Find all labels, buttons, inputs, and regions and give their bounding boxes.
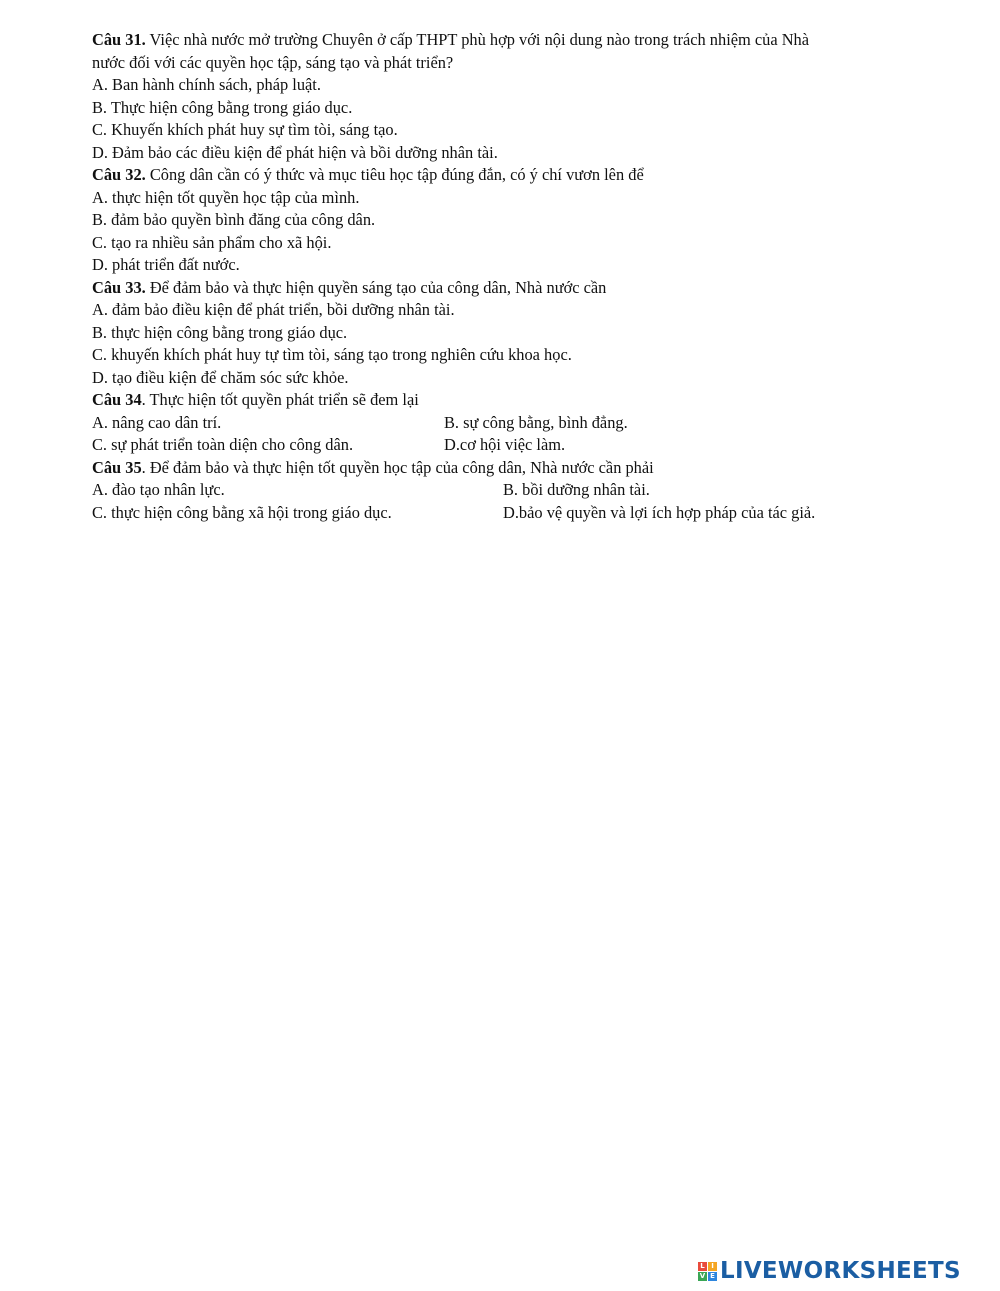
question-stem-line (92, 389, 962, 412)
answer-option-a[interactable]: A. thực hiện tốt quyền học tập của mình. (92, 187, 360, 207)
question-text: Để đảm bảo và thực hiện quyền sáng tạo của công dân, Nhà nước cần (145, 277, 607, 297)
answer-row (92, 412, 962, 435)
answer-option-c[interactable]: C. khuyến khích phát huy tự tìm tòi, sáng tạo trong nghiên cứu khoa học. (92, 345, 572, 364)
answer-option-d[interactable]: D. phát triển đất nước. (92, 255, 240, 274)
answer-option-c[interactable]: C. sự phát triển toàn diện cho công dân. (92, 435, 354, 454)
answer-option-c[interactable]: C. thực hiện công bằng xã hội trong giáo dục. (92, 502, 392, 522)
answer-option-d[interactable]: D.cơ hội việc làm. (444, 435, 566, 454)
answer-option-d[interactable]: D. Đảm bảo các điều kiện để phát hiện và bồi dưỡng nhân tài. (92, 142, 498, 162)
question-33 (92, 277, 962, 390)
answer-option-c[interactable]: C. Khuyến khích phát huy sự tìm tòi, sáng tạo. (92, 120, 398, 139)
answer-row (92, 479, 962, 502)
question-text: Công dân cần có ý thức và mục tiêu học tập đúng đắn, có ý chí vươn lên để (145, 165, 644, 184)
answer-row (92, 434, 962, 457)
liveworksheets-logo (698, 1257, 961, 1285)
question-31 (92, 29, 962, 164)
question-32 (92, 164, 962, 277)
question-text: Việc nhà nước mở trường Chuyên ở cấp THPT phù hợp với nội dung nào trong trách nhiệm của Nhà (145, 30, 810, 49)
answer-option-a[interactable]: A. Ban hành chính sách, pháp luật. (92, 75, 321, 94)
question-label: Câu 34 (92, 390, 142, 409)
answer-row (92, 502, 962, 525)
question-label: Câu 31. (92, 30, 146, 49)
logo-mark-letter: E (708, 1272, 717, 1281)
answer-option-b[interactable]: B. đảm bảo quyền bình đăng của công dân. (92, 210, 376, 229)
question-label: Câu 35 (92, 457, 142, 477)
logo-mark-icon (698, 1262, 717, 1281)
logo-mark-letter: I (708, 1262, 717, 1271)
answer-option-a[interactable]: A. đào tạo nhân lực. (92, 480, 225, 499)
question-stem-line (92, 29, 962, 52)
question-text: . Thực hiện tốt quyền phát triển sẽ đem lại (141, 390, 419, 409)
answer-option-a[interactable]: A. nâng cao dân trí. (92, 412, 222, 432)
logo-text: LIVEWORKSHEETS (720, 1258, 961, 1284)
question-stem-line (92, 164, 962, 187)
answer-option-b[interactable]: B. thực hiện công bằng trong giáo dục. (92, 322, 348, 342)
logo-mark-letter: L (698, 1262, 707, 1271)
answer-option-b[interactable]: B. Thực hiện công bằng trong giáo dục. (92, 97, 353, 117)
answer-option-b[interactable]: B. sự công bằng, bình đẳng. (444, 412, 628, 432)
worksheet-content (92, 29, 962, 524)
answer-option-d[interactable]: D. tạo điều kiện để chăm sóc sức khỏe. (92, 367, 349, 387)
answer-option-d[interactable]: D.bảo vệ quyền và lợi ích hợp pháp của tác giả. (503, 502, 816, 522)
answer-option-a[interactable]: A. đảm bảo điều kiện để phát triển, bồi dưỡng nhân tài. (92, 300, 455, 319)
answer-option-c[interactable]: C. tạo ra nhiều sản phẩm cho xã hội. (92, 232, 332, 252)
question-text: . Để đảm bảo và thực hiện tốt quyền học tập của công dân, Nhà nước cần phải (141, 457, 654, 477)
question-34 (92, 389, 962, 457)
question-stem-line: nước đối với các quyền học tập, sáng tạo và phát triển? (92, 52, 454, 72)
question-stem-line (92, 457, 962, 480)
answer-option-b[interactable]: B. bồi dưỡng nhân tài. (503, 480, 650, 499)
logo-mark-letter: V (699, 1271, 706, 1280)
question-35 (92, 457, 962, 525)
question-label: Câu 32. (92, 165, 146, 184)
question-stem-line (92, 277, 962, 300)
question-label: Câu 33. (92, 277, 146, 297)
